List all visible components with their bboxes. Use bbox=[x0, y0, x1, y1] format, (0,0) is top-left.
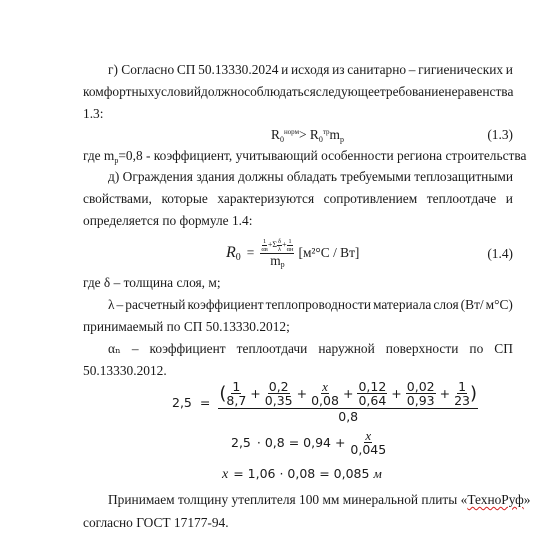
term-fraction bbox=[311, 380, 339, 407]
numerator: x bbox=[322, 379, 328, 394]
eq-units: [м²°C / Вт] bbox=[298, 245, 360, 260]
equation-1-3 bbox=[271, 127, 344, 145]
paragraph-g-line-2 bbox=[83, 84, 513, 100]
plus: + bbox=[282, 240, 287, 249]
word: – bbox=[131, 341, 139, 356]
paragraph-lambda-line-2: принимаемый по СП 50.13330.2012; bbox=[83, 319, 290, 334]
word: требование bbox=[379, 84, 445, 99]
numerator: δ bbox=[278, 237, 282, 245]
word: по bbox=[469, 341, 484, 356]
calculation-3 bbox=[222, 466, 382, 483]
word: м°C) bbox=[485, 297, 513, 312]
numerator: x bbox=[365, 428, 372, 443]
word: из bbox=[332, 62, 345, 77]
word: должно bbox=[201, 84, 245, 99]
word: поверхности bbox=[385, 341, 459, 356]
numerator: 1 bbox=[262, 237, 267, 245]
eq-symbol: m bbox=[329, 127, 340, 142]
inner-fraction bbox=[287, 238, 294, 253]
calc-fraction bbox=[350, 429, 386, 456]
word: Ограждения bbox=[122, 169, 193, 184]
eq-symbol: R bbox=[226, 244, 236, 261]
word: свойствами, bbox=[83, 191, 152, 206]
word: теплопроводности bbox=[265, 297, 372, 312]
word: αₙ bbox=[108, 341, 121, 356]
eq-symbol: R bbox=[271, 127, 280, 142]
plus: + bbox=[391, 385, 402, 401]
paragraph-alpha-line-2: 50.13330.2012. bbox=[83, 363, 167, 378]
eq-equals: = bbox=[246, 245, 255, 260]
word: слоя bbox=[433, 297, 459, 312]
word: и bbox=[505, 191, 513, 206]
term-fraction bbox=[226, 380, 246, 407]
equation-number-1-3: (1.3) bbox=[487, 127, 513, 142]
word: гигиенических bbox=[418, 62, 504, 77]
text-part: =0,8 - коэффициент, учитывающий особенности региона строительства bbox=[118, 148, 527, 163]
term-fraction bbox=[265, 380, 293, 407]
word: (Вт/ bbox=[460, 297, 484, 312]
calculation-1 bbox=[172, 380, 478, 425]
numerator: 0,12 bbox=[358, 379, 387, 394]
word: и bbox=[281, 62, 289, 77]
word: коэффициент bbox=[149, 341, 226, 356]
eq-superscript: норм bbox=[283, 128, 300, 136]
paragraph-conclusion-line-2: согласно ГОСТ 17177-94. bbox=[83, 515, 229, 530]
calc-main-fraction bbox=[218, 380, 478, 425]
paragraph-alpha-line-1 bbox=[108, 341, 513, 357]
text-part: » bbox=[523, 492, 531, 507]
alpha-sub: н bbox=[290, 245, 294, 253]
word: комфортных bbox=[83, 84, 155, 99]
paragraph-d-line-3: определяется по формуле 1.4: bbox=[83, 213, 253, 228]
eq-subscript: p bbox=[339, 135, 344, 144]
plus: + bbox=[296, 385, 308, 401]
paragraph-d-line-2 bbox=[83, 191, 513, 207]
word: и bbox=[505, 62, 513, 77]
eq-subscript: 0 bbox=[318, 135, 323, 144]
word: неравенства bbox=[444, 84, 514, 99]
text-part: где m bbox=[83, 148, 115, 163]
calc-lhs: 2,5 bbox=[231, 435, 251, 450]
denominator: 8,7 bbox=[226, 393, 247, 408]
m-sub: p bbox=[280, 259, 285, 269]
term-fraction bbox=[454, 380, 470, 407]
word: λ bbox=[108, 297, 115, 312]
word: обладать bbox=[286, 169, 337, 184]
paragraph-g-line-1 bbox=[108, 62, 513, 78]
numerator: 1 bbox=[288, 237, 292, 245]
eq-superscript: тр bbox=[322, 128, 330, 136]
equation-number-1-4: (1.4) bbox=[487, 246, 513, 261]
text-part: Принимаем толщину утеплителя 100 мм минеральной плиты « bbox=[108, 492, 468, 507]
numerator: 0,02 bbox=[406, 379, 435, 394]
eq-subscript: 0 bbox=[235, 251, 241, 263]
term-fraction bbox=[357, 380, 387, 407]
word: материала bbox=[373, 297, 432, 312]
m-symbol: m bbox=[270, 252, 281, 268]
word: д) bbox=[108, 169, 120, 184]
word: коэффициент bbox=[187, 297, 264, 312]
sum-sign: +Σ bbox=[267, 240, 277, 249]
word: исходя bbox=[290, 62, 330, 77]
word: характеризуются bbox=[217, 191, 315, 206]
brand-name: ТехноРуф bbox=[467, 492, 524, 507]
eq-subscript: 0 bbox=[279, 135, 284, 144]
calc-expression: = 1,06 · 0,08 = 0,085 bbox=[233, 466, 370, 481]
calc-main-numerator bbox=[218, 380, 478, 409]
alpha-sub: в bbox=[264, 245, 268, 253]
unit: м bbox=[373, 466, 382, 481]
calc-equals: = bbox=[199, 395, 211, 410]
word: СП bbox=[176, 62, 196, 77]
word: теплоотдачи bbox=[236, 341, 308, 356]
word: теплоотдаче bbox=[426, 191, 497, 206]
paragraph-mp bbox=[83, 148, 526, 166]
calc-expression: · 0,8 = 0,94 + bbox=[256, 435, 346, 450]
word: сопротивлением bbox=[323, 191, 418, 206]
word: расчетный bbox=[125, 297, 186, 312]
paragraph-d-line-1 bbox=[108, 169, 513, 185]
plus: + bbox=[342, 385, 354, 401]
word: которые bbox=[161, 191, 208, 206]
subscript: p bbox=[114, 156, 119, 165]
numerator: 1 bbox=[232, 379, 241, 394]
word: требуемыми bbox=[340, 169, 411, 184]
paren-open: ( bbox=[219, 382, 227, 404]
word: здания bbox=[196, 169, 235, 184]
eq-operator: > R bbox=[299, 127, 319, 142]
alpha: α bbox=[261, 245, 265, 253]
denominator: 0,35 bbox=[264, 393, 293, 408]
word: наружной bbox=[318, 341, 375, 356]
paragraph-g-line-3: 1.3: bbox=[83, 106, 104, 121]
denominator: 0,08 bbox=[311, 393, 339, 408]
plus: + bbox=[250, 385, 261, 401]
denominator bbox=[287, 246, 294, 253]
word: следующее bbox=[315, 84, 380, 99]
alpha: α bbox=[286, 245, 290, 253]
denominator: 23 bbox=[454, 393, 470, 408]
word: условий bbox=[154, 84, 202, 99]
denominator: λ bbox=[277, 245, 282, 253]
word: – bbox=[408, 62, 416, 77]
paragraph-conclusion-line-1 bbox=[108, 492, 531, 508]
denominator: 0,93 bbox=[406, 393, 435, 408]
x-symbol: x bbox=[222, 467, 229, 482]
eq-fraction-numerator bbox=[260, 238, 294, 254]
eq-fraction-denominator bbox=[270, 254, 284, 269]
calc-lhs: 2,5 bbox=[172, 395, 192, 410]
eq-fraction bbox=[260, 238, 294, 269]
numerator: 0,2 bbox=[268, 379, 289, 394]
word: должны bbox=[238, 169, 284, 184]
word: соблюдаться bbox=[244, 84, 316, 99]
calc-main-denominator: 0,8 bbox=[338, 409, 359, 424]
paren-close: ) bbox=[470, 382, 478, 404]
word: санитарно bbox=[347, 62, 407, 77]
equation-1-4 bbox=[226, 236, 359, 270]
denominator: 0,045 bbox=[350, 442, 387, 457]
numerator: 1 bbox=[458, 379, 467, 394]
denominator: 0,64 bbox=[358, 393, 387, 408]
word: – bbox=[116, 297, 124, 312]
calculation-2 bbox=[231, 429, 386, 456]
word: теплозащитными bbox=[414, 169, 513, 184]
word: г) Согласно bbox=[108, 62, 175, 77]
paragraph-lambda-line-1 bbox=[108, 297, 513, 313]
paragraph-delta: где δ – толщина слоя, м; bbox=[83, 275, 221, 290]
plus: + bbox=[439, 385, 451, 401]
word: 50.13330.2024 bbox=[198, 62, 279, 77]
term-fraction bbox=[406, 380, 436, 407]
word: СП bbox=[494, 341, 513, 356]
